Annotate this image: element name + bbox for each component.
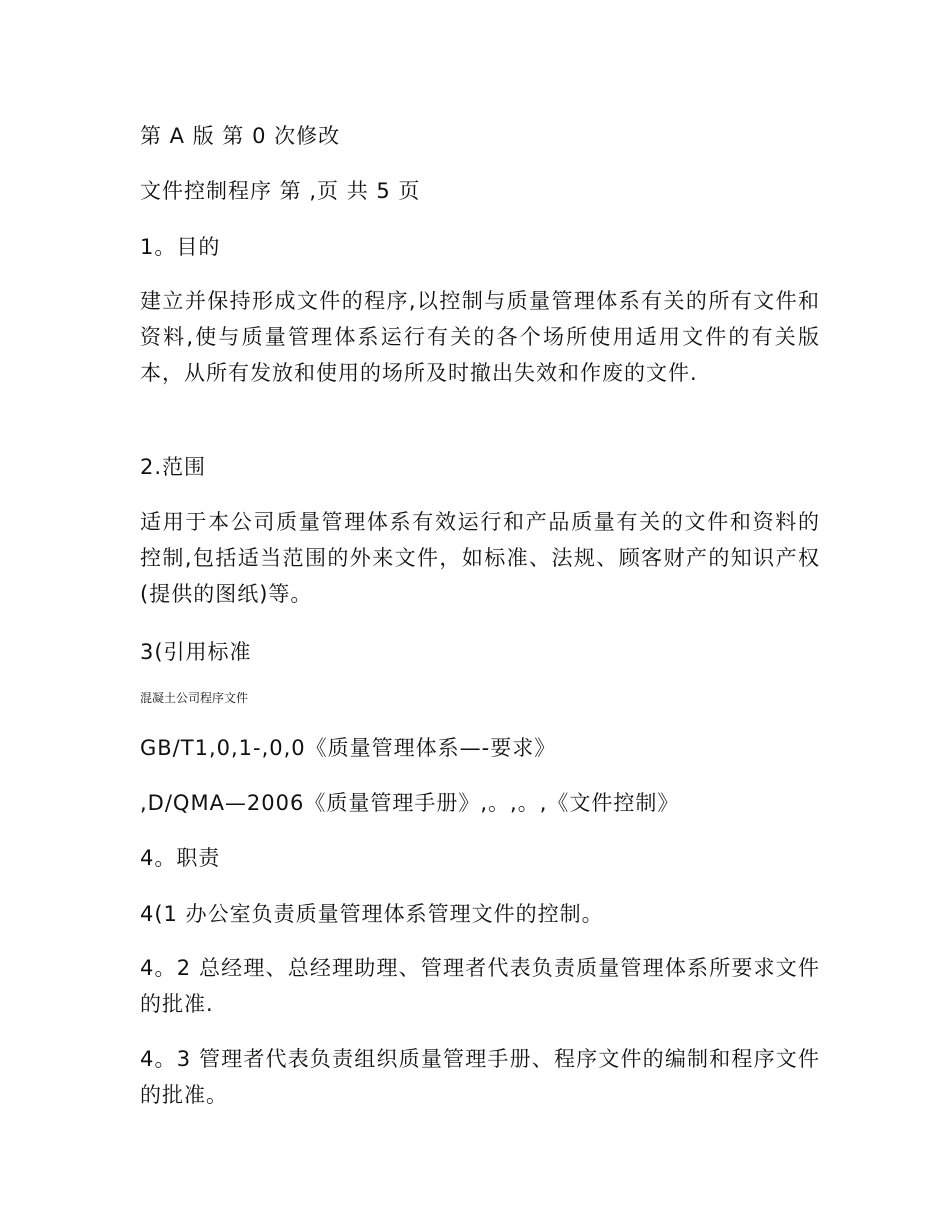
- section-scope-body: 适用于本公司质量管理体系有效运行和产品质量有关的文件和资料的控制,包括适当范围的外来文件，如标准、法规、顾客财产的知识产权(提供的图纸)等。: [140, 510, 820, 606]
- responsibility-item-4-2: 4。2 总经理、总经理助理、管理者代表负责质量管理体系所要求文件的批准.: [140, 956, 820, 1016]
- section-purpose-body: 建立并保持形成文件的程序,以控制与质量管理体系有关的所有文件和资料,使与质量管理体系运行有关的各个场所使用适用文件的有关版本，从所有发放和使用的场所及时撤出失效和作废的文件.: [140, 289, 820, 385]
- section-purpose-heading: 1。目的: [140, 235, 221, 259]
- responsibility-item-4-1: 4(1 办公室负责质量管理体系管理文件的控制。: [140, 902, 604, 926]
- section-references-heading: 3(引用标准: [140, 640, 252, 664]
- section-scope-heading: 2.范围: [140, 455, 207, 479]
- document-title-line: 文件控制程序 第 ,页 共 5 页: [140, 179, 421, 203]
- responsibility-item-4-3: 4。3 管理者代表负责组织质量管理手册、程序文件的编制和程序文件的批准。: [140, 1047, 820, 1107]
- version-line: 第 A 版 第 0 次修改: [140, 124, 341, 148]
- section-responsibilities-heading: 4。职责: [140, 846, 221, 870]
- reference-item-gb: GB/T1,0,1-,0,0《质量管理体系—-要求》: [140, 736, 557, 760]
- running-header: 混凝土公司程序文件: [140, 691, 249, 705]
- reference-item-manual: ,D/QMA—2006《质量管理手册》,。,。,《文件控制》: [140, 791, 680, 815]
